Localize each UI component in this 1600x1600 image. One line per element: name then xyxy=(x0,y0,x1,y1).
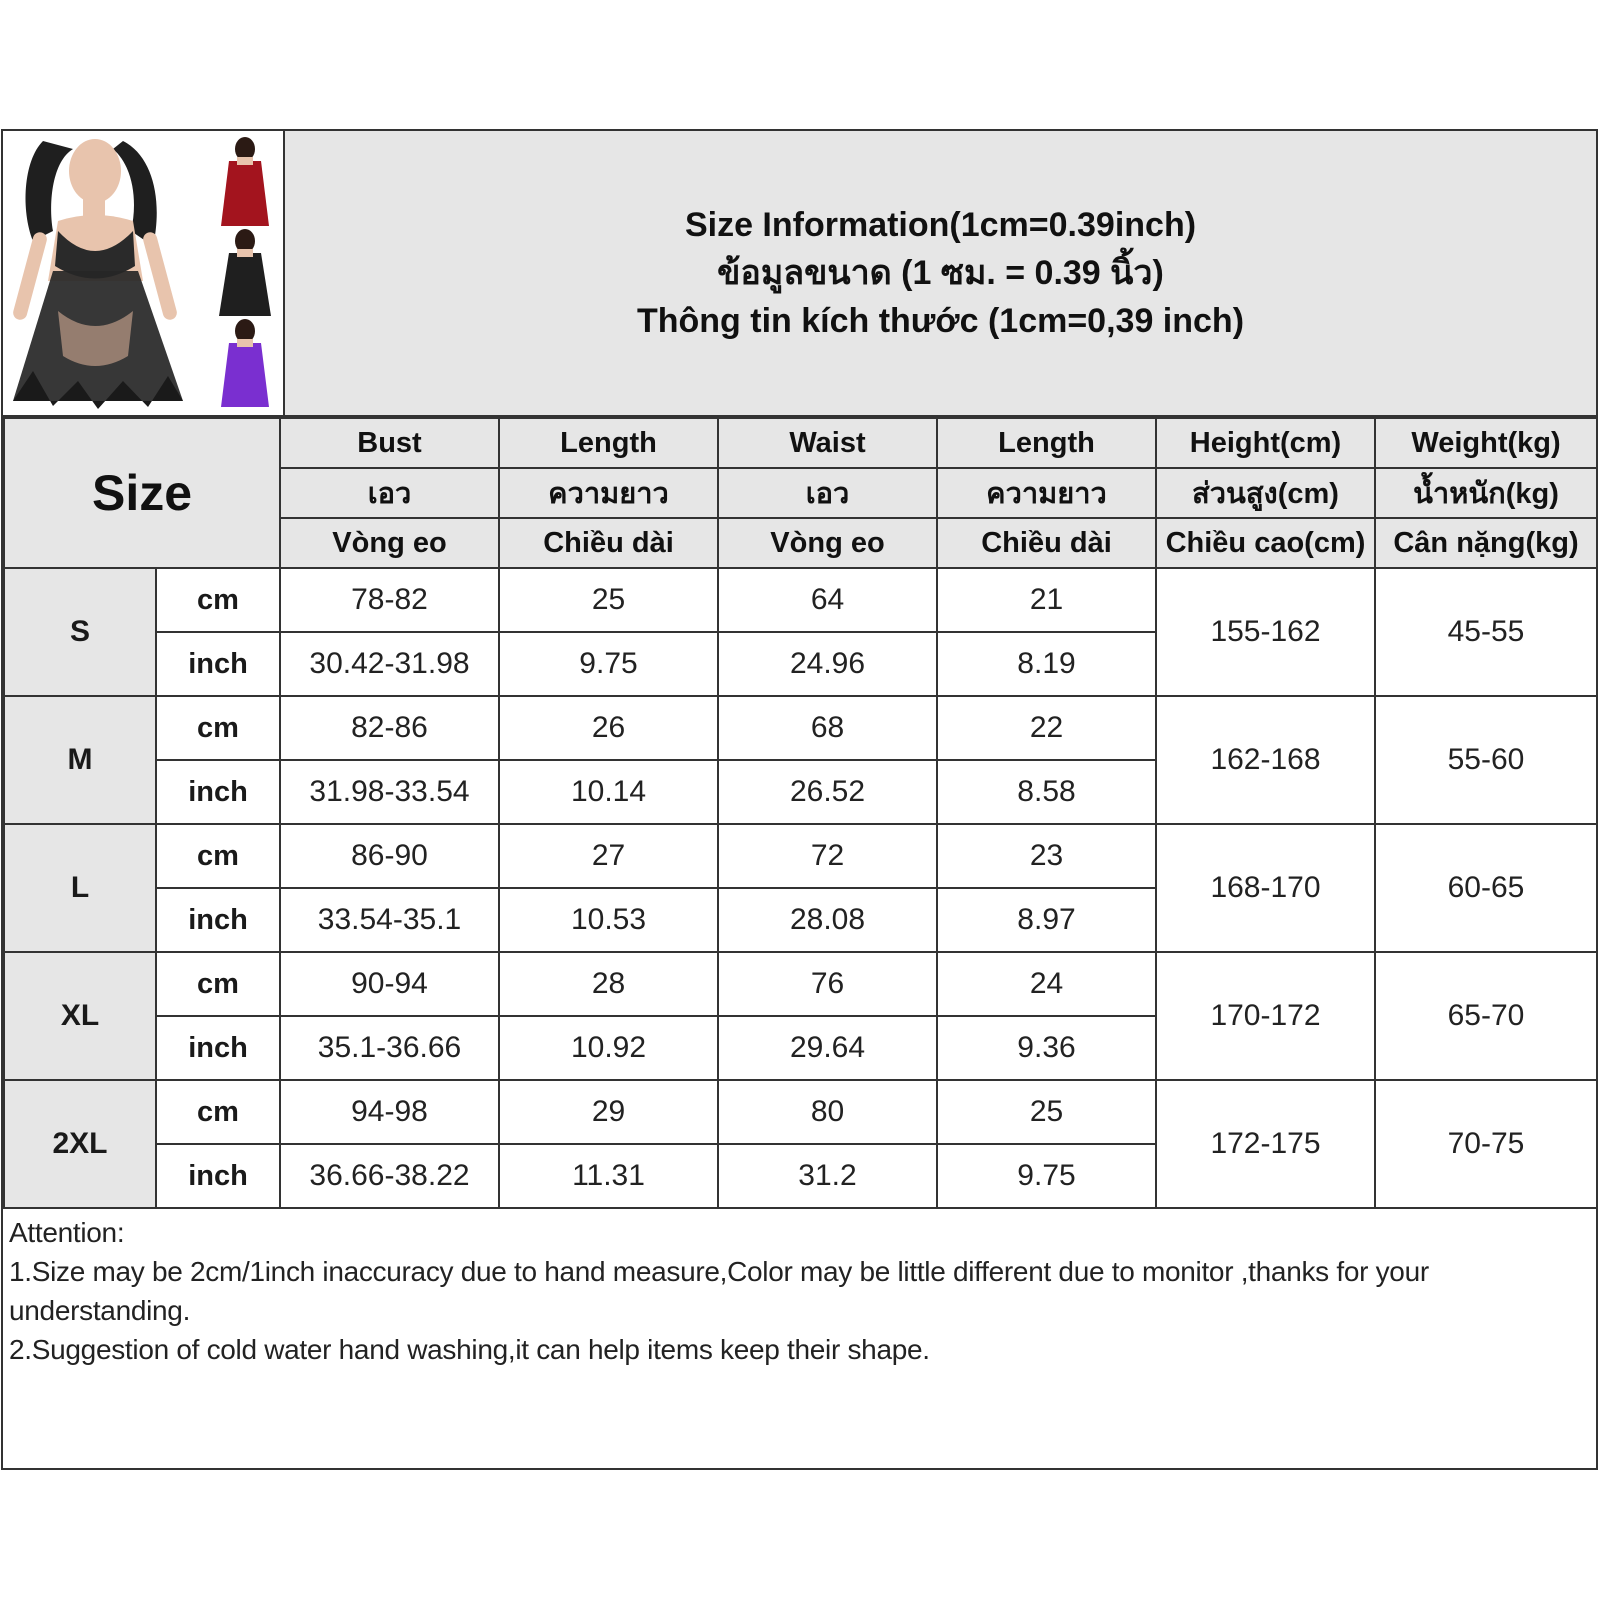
size-chart-sheet xyxy=(1,129,1598,1470)
table-row xyxy=(4,1080,1597,1144)
cm-value: 68 xyxy=(718,696,937,760)
size-label: 2XL xyxy=(4,1080,156,1208)
product-illustration xyxy=(3,131,285,415)
cm-value: 80 xyxy=(718,1080,937,1144)
cm-value: 86-90 xyxy=(280,824,499,888)
header-length: Length xyxy=(499,418,718,468)
cm-value: 27 xyxy=(499,824,718,888)
cm-value: 25 xyxy=(499,568,718,632)
cm-value: 21 xyxy=(937,568,1156,632)
cm-value: 26 xyxy=(499,696,718,760)
unit-cm: cm xyxy=(156,696,280,760)
unit-inch: inch xyxy=(156,888,280,952)
inch-value: 11.31 xyxy=(499,1144,718,1208)
unit-cm: cm xyxy=(156,824,280,888)
black-variant-figure xyxy=(219,229,271,316)
header-row xyxy=(3,131,1596,417)
red-variant-figure xyxy=(221,137,269,226)
height-range: 172-175 xyxy=(1156,1080,1375,1208)
inch-value: 26.52 xyxy=(718,760,937,824)
header-bust-vi: Vòng eo xyxy=(280,518,499,568)
inch-value: 31.2 xyxy=(718,1144,937,1208)
inch-value: 8.97 xyxy=(937,888,1156,952)
size-table xyxy=(3,417,1598,1209)
purple-variant-figure xyxy=(221,319,269,407)
inch-value: 10.14 xyxy=(499,760,718,824)
header-bust-th: เอว xyxy=(280,468,499,518)
weight-range: 45-55 xyxy=(1375,568,1597,696)
header-length-th: ความยาว xyxy=(499,468,718,518)
header-height-th: ส่วนสูง(cm) xyxy=(1156,468,1375,518)
size-label: M xyxy=(4,696,156,824)
cm-value: 22 xyxy=(937,696,1156,760)
table-row xyxy=(4,824,1597,888)
cm-value: 25 xyxy=(937,1080,1156,1144)
inch-value: 31.98-33.54 xyxy=(280,760,499,824)
inch-value: 33.54-35.1 xyxy=(280,888,499,952)
header-row-en xyxy=(4,418,1597,468)
unit-cm: cm xyxy=(156,952,280,1016)
table-row xyxy=(4,568,1597,632)
table-row xyxy=(4,952,1597,1016)
cm-value: 29 xyxy=(499,1080,718,1144)
product-photo xyxy=(3,131,285,415)
height-range: 168-170 xyxy=(1156,824,1375,952)
size-info-title xyxy=(285,131,1596,415)
size-label: S xyxy=(4,568,156,696)
title-english: Size Information(1cm=0.39inch) xyxy=(684,206,1197,244)
inch-value: 9.75 xyxy=(499,632,718,696)
height-range: 170-172 xyxy=(1156,952,1375,1080)
cm-value: 82-86 xyxy=(280,696,499,760)
cm-value: 28 xyxy=(499,952,718,1016)
cm-value: 23 xyxy=(937,824,1156,888)
cm-value: 76 xyxy=(718,952,937,1016)
inch-value: 28.08 xyxy=(718,888,937,952)
header-length-2-vi: Chiều dài xyxy=(937,518,1156,568)
cm-value: 64 xyxy=(718,568,937,632)
weight-range: 55-60 xyxy=(1375,696,1597,824)
inch-value: 10.53 xyxy=(499,888,718,952)
header-weight-th: น้ำหนัก(kg) xyxy=(1375,468,1597,518)
inch-value: 8.19 xyxy=(937,632,1156,696)
inch-value: 9.75 xyxy=(937,1144,1156,1208)
header-waist: Waist xyxy=(718,418,937,468)
unit-cm: cm xyxy=(156,1080,280,1144)
title-vietnamese: Thông tin kích thước (1cm=0,39 inch) xyxy=(636,302,1245,340)
unit-inch: inch xyxy=(156,1016,280,1080)
inch-value: 9.36 xyxy=(937,1016,1156,1080)
size-column-header: Size xyxy=(4,418,280,568)
weight-range: 60-65 xyxy=(1375,824,1597,952)
header-weight-vi: Cân nặng(kg) xyxy=(1375,518,1597,568)
title-thai: ข้อมูลขนาด (1 ซม. = 0.39 นิ้ว) xyxy=(717,254,1164,292)
cm-value: 72 xyxy=(718,824,937,888)
table-row xyxy=(4,696,1597,760)
unit-inch: inch xyxy=(156,632,280,696)
inch-value: 35.1-36.66 xyxy=(280,1016,499,1080)
inch-value: 8.58 xyxy=(937,760,1156,824)
header-height-vi: Chiều cao(cm) xyxy=(1156,518,1375,568)
notes-heading: Attention: xyxy=(9,1217,125,1248)
weight-range: 70-75 xyxy=(1375,1080,1597,1208)
header-weight: Weight(kg) xyxy=(1375,418,1597,468)
height-range: 155-162 xyxy=(1156,568,1375,696)
note-1-continued: understanding. xyxy=(9,1295,191,1326)
size-label: XL xyxy=(4,952,156,1080)
cm-value: 94-98 xyxy=(280,1080,499,1144)
cm-value: 78-82 xyxy=(280,568,499,632)
attention-notes xyxy=(3,1209,1596,1468)
inch-value: 36.66-38.22 xyxy=(280,1144,499,1208)
header-length-2: Length xyxy=(937,418,1156,468)
header-length-2-th: ความยาว xyxy=(937,468,1156,518)
unit-inch: inch xyxy=(156,760,280,824)
cm-value: 90-94 xyxy=(280,952,499,1016)
header-waist-vi: Vòng eo xyxy=(718,518,937,568)
inch-value: 24.96 xyxy=(718,632,937,696)
inch-value: 29.64 xyxy=(718,1016,937,1080)
cm-value: 24 xyxy=(937,952,1156,1016)
weight-range: 65-70 xyxy=(1375,952,1597,1080)
size-label: L xyxy=(4,824,156,952)
height-range: 162-168 xyxy=(1156,696,1375,824)
unit-cm: cm xyxy=(156,568,280,632)
main-model-figure xyxy=(12,139,183,409)
unit-inch: inch xyxy=(156,1144,280,1208)
header-bust: Bust xyxy=(280,418,499,468)
inch-value: 30.42-31.98 xyxy=(280,632,499,696)
header-length-vi: Chiều dài xyxy=(499,518,718,568)
note-2: 2.Suggestion of cold water hand washing,it can help items keep their shape. xyxy=(9,1334,930,1365)
header-height: Height(cm) xyxy=(1156,418,1375,468)
note-1: 1.Size may be 2cm/1inch inaccuracy due to hand measure,Color may be little different due to monitor ,thanks for your xyxy=(9,1256,1429,1287)
header-waist-th: เอว xyxy=(718,468,937,518)
inch-value: 10.92 xyxy=(499,1016,718,1080)
